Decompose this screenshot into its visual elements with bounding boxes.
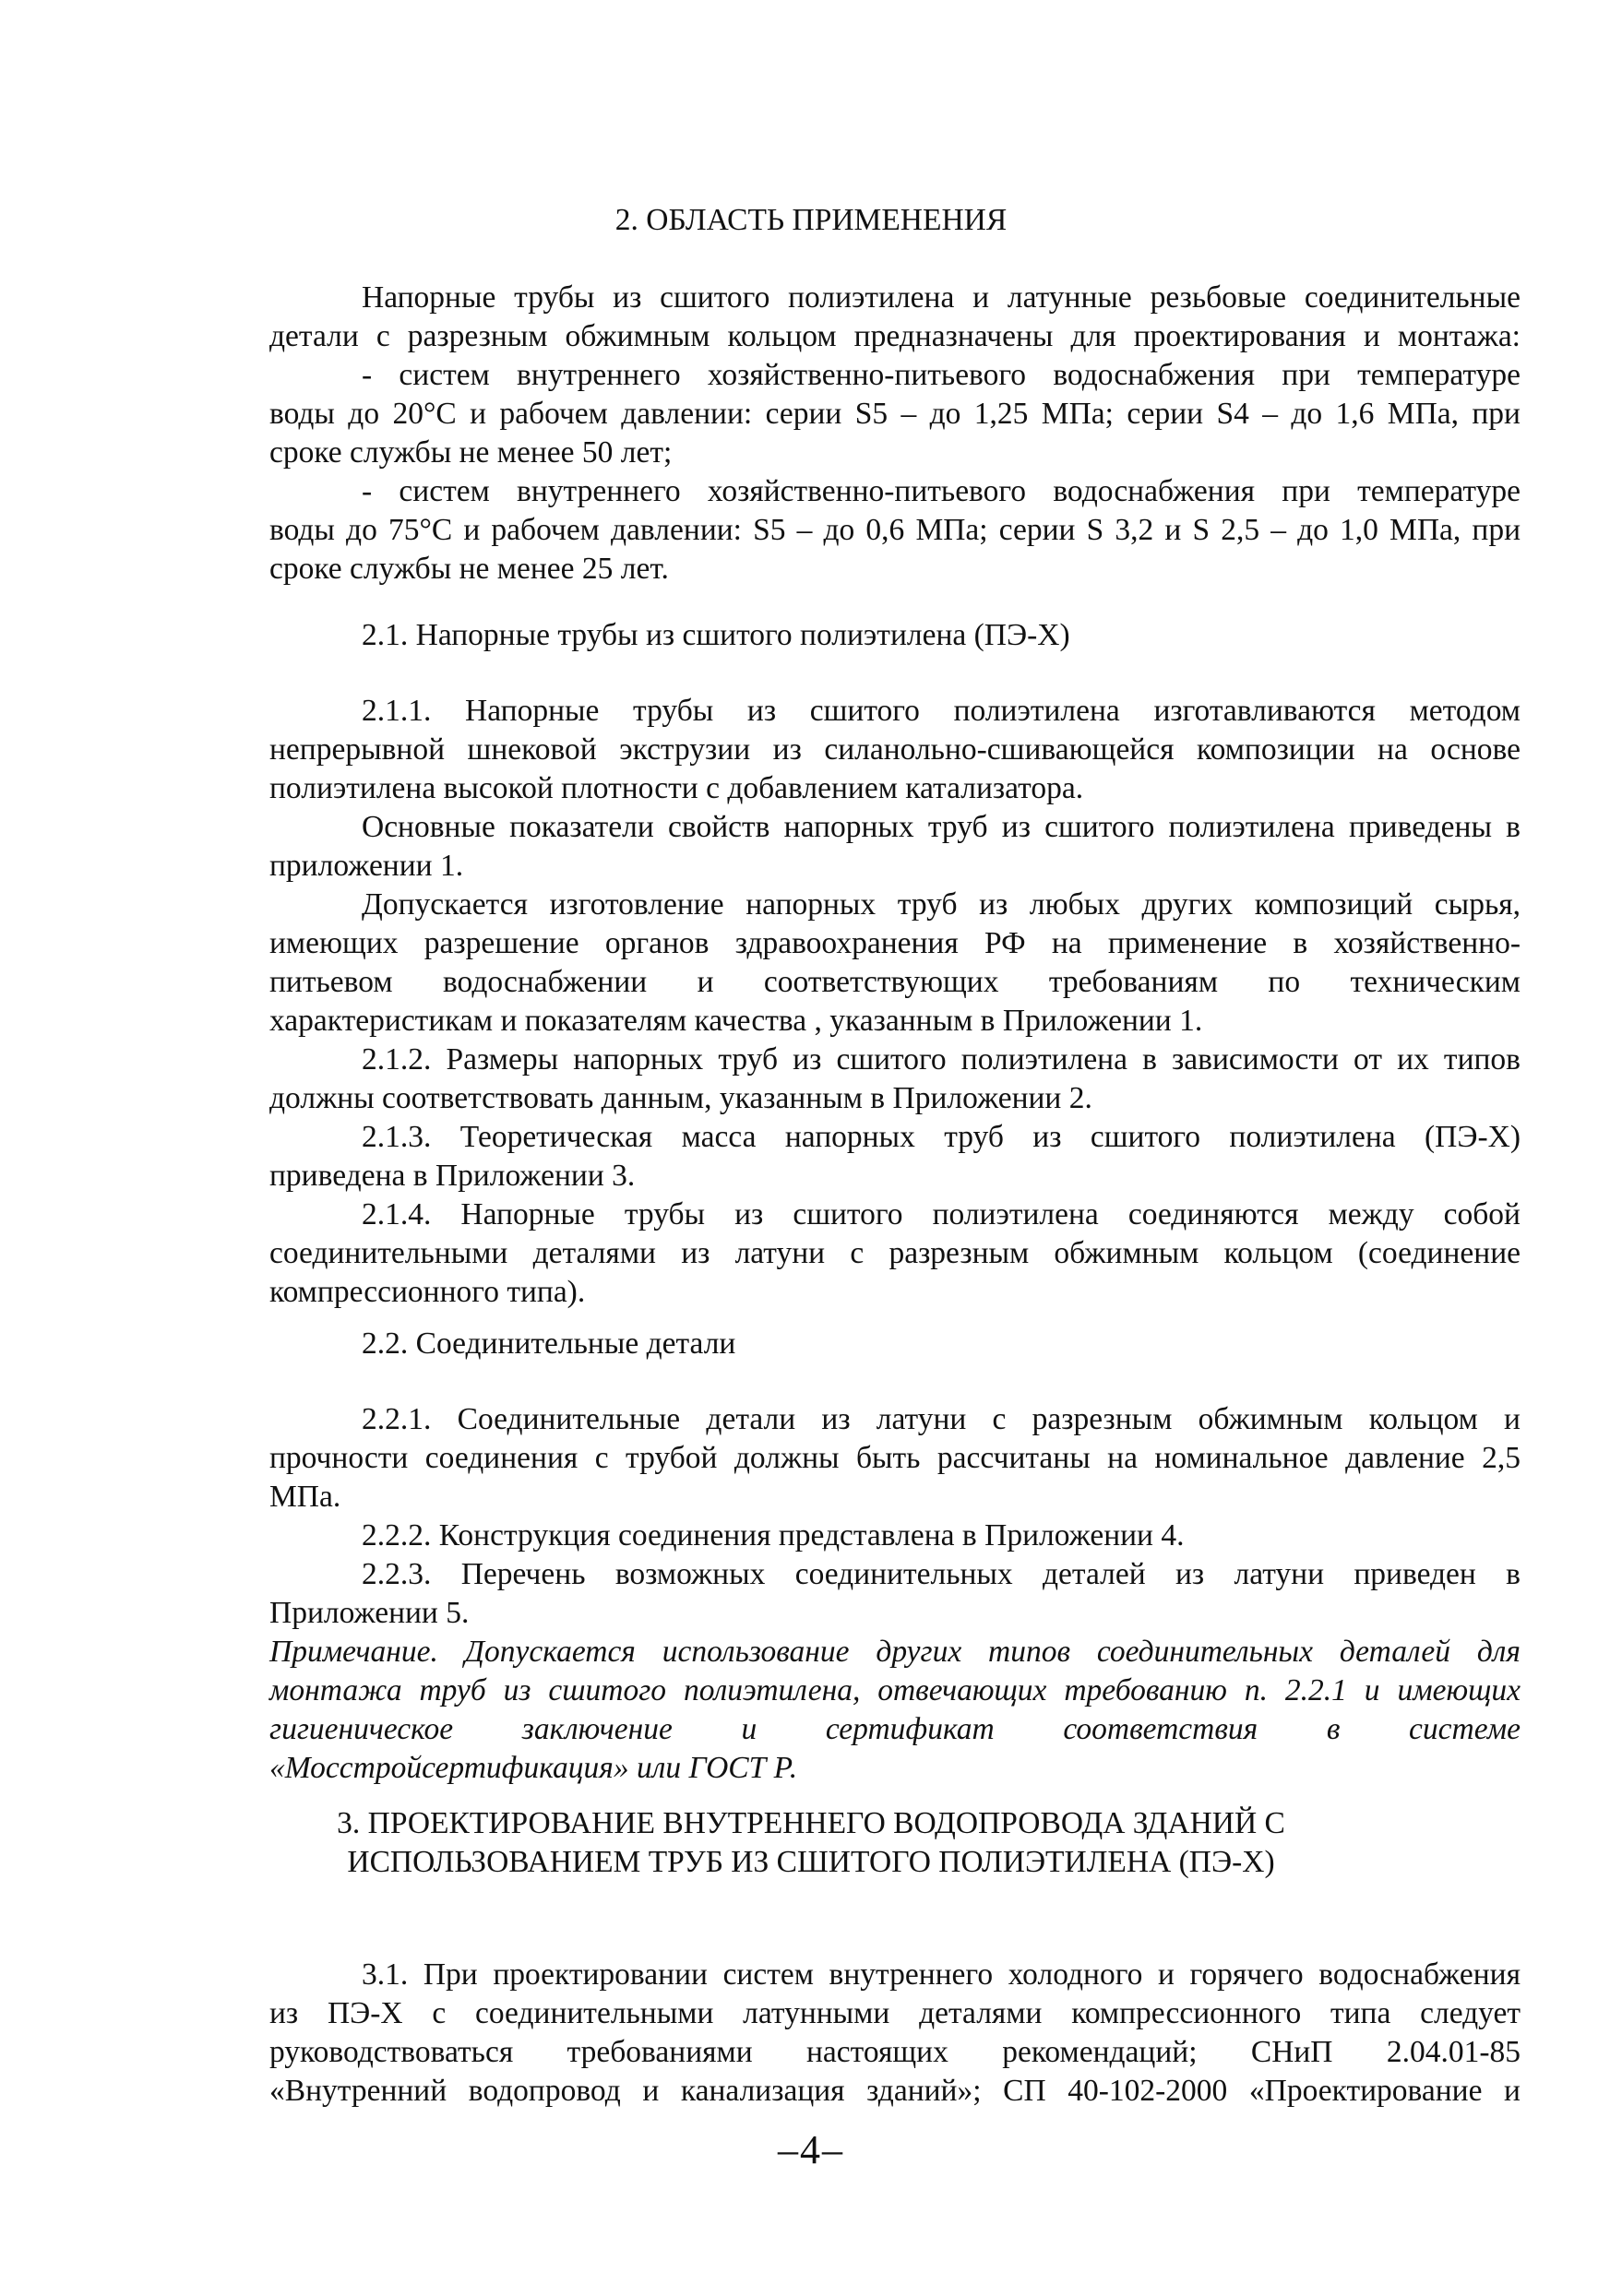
intro-line-1: Напорные трубы из сшитого полиэтилена и латунные резьбовые соединительные	[362, 280, 1521, 315]
s21-line-7: имеющих разрешение органов здравоохранения РФ на применение в хозяйственно-	[269, 926, 1521, 960]
section-3-title-line-2: ИСПОЛЬЗОВАНИЕМ ТРУБ ИЗ СШИТОГО ПОЛИЭТИЛЕНА (ПЭ-Х)	[347, 1845, 1275, 1879]
intro-line-3: - систем внутреннего хозяйственно-питьевого водоснабжения при температуре	[362, 358, 1521, 392]
intro-line-4: воды до 20°С и рабочем давлении: серии S5 – до 1,25 МПа; серии S4 – до 1,6 МПа, при	[269, 397, 1521, 431]
s3-line-1: 3.1. При проектировании систем внутреннего холодного и горячего водоснабжения	[362, 1957, 1521, 1992]
s21-line-8: питьевом водоснабжении и соответствующих требованиям по техническим	[269, 965, 1521, 999]
section-3-title-line-1: 3. ПРОЕКТИРОВАНИЕ ВНУТРЕННЕГО ВОДОПРОВОДА ЗДАНИЙ С	[337, 1806, 1285, 1840]
s21-line-5: приложении 1.	[269, 849, 464, 883]
s3-line-4: «Внутренний водопровод и канализация зданий»; СП 40-102-2000 «Проектирование и	[269, 2074, 1521, 2108]
section-2-2-title	[269, 1325, 1521, 1363]
intro-line-8: сроке службы не менее 25 лет.	[269, 552, 669, 586]
section-2-1-heading: 2.1. Напорные трубы из сшитого полиэтилена (ПЭ-Х)	[362, 618, 1070, 652]
s22-line-1: 2.2.1. Соединительные детали из латуни с разрезным обжимным кольцом и	[362, 1402, 1521, 1436]
s21-line-13: приведена в Приложении 3.	[269, 1159, 636, 1193]
intro-line-2: детали с разрезным обжимным кольцом предназначены для проектирования и монтажа:	[269, 319, 1521, 353]
section-3-title	[0, 1804, 1622, 1882]
section-3-body	[269, 1956, 1521, 2111]
section-2-title: 2. ОБЛАСТЬ ПРИМЕНЕНИЯ	[614, 203, 1008, 237]
s22-line-5: 2.2.3. Перечень возможных соединительных деталей из латуни приведен в	[362, 1557, 1521, 1591]
s21-line-15: соединительными деталями из латуни с разрезным обжимным кольцом (соединение	[269, 1236, 1521, 1270]
s21-line-11: должны соответствовать данным, указанным в Приложении 2.	[269, 1081, 1092, 1115]
section-2-2-body	[269, 1400, 1521, 1788]
note-line-1: Примечание. Допускается использование других типов соединительных деталей для	[269, 1635, 1521, 1669]
s3-line-2: из ПЭ-Х с соединительными латунными деталями компрессионного типа следует	[269, 1996, 1521, 2030]
intro-line-5: сроке службы не менее 50 лет;	[269, 435, 673, 470]
page-number: –4–	[778, 2127, 844, 2172]
note-line-3: гигиеническое заключение и сертификат соответствия в системе	[269, 1712, 1521, 1746]
section-2-1-title	[269, 616, 1521, 655]
s21-line-6: Допускается изготовление напорных труб из любых других композиций сырья,	[362, 887, 1521, 922]
s22-line-2: прочности соединения с трубой должны быть рассчитаны на номинальное давление 2,5	[269, 1441, 1521, 1475]
s22-line-3: МПа.	[269, 1480, 341, 1514]
intro-line-6: - систем внутреннего хозяйственно-питьевого водоснабжения при температуре	[362, 474, 1521, 508]
note-line-2: монтажа труб из сшитого полиэтилена, отвечающих требованию п. 2.2.1 и имеющих	[269, 1673, 1521, 1707]
s21-line-16: компрессионного типа).	[269, 1275, 586, 1309]
s21-line-3: полиэтилена высокой плотности с добавлением катализатора.	[269, 771, 1084, 805]
note-line-4: «Мосстройсертификация» или ГОСТ Р.	[269, 1751, 798, 1785]
s21-line-4: Основные показатели свойств напорных труб из сшитого полиэтилена приведены в	[362, 810, 1521, 844]
section-2-1-body	[269, 692, 1521, 1312]
s21-line-2: непрерывной шнековой экструзии из силанольно-сшивающейся композиции на основе	[269, 732, 1521, 767]
s21-line-1: 2.1.1. Напорные трубы из сшитого полиэтилена изготавливаются методом	[362, 694, 1521, 728]
s3-line-3: руководствоваться требованиями настоящих рекомендаций; СНиП 2.04.01-85	[269, 2035, 1521, 2069]
s21-line-10: 2.1.2. Размеры напорных труб из сшитого полиэтилена в зависимости от их типов	[362, 1042, 1521, 1077]
intro-line-7: воды до 75°С и рабочем давлении: S5 – до 0,6 МПа; серии S 3,2 и S 2,5 – до 1,0 МПа, при	[269, 513, 1521, 547]
section-2-intro	[269, 279, 1521, 589]
s21-line-12: 2.1.3. Теоретическая масса напорных труб из сшитого полиэтилена (ПЭ-Х)	[362, 1120, 1521, 1154]
section-2-2-heading: 2.2. Соединительные детали	[362, 1326, 736, 1361]
s21-line-9: характеристикам и показателям качества , указанным в Приложении 1.	[269, 1004, 1203, 1038]
s22-line-4: 2.2.2. Конструкция соединения представлена в Приложении 4.	[362, 1518, 1185, 1552]
s22-line-6: Приложении 5.	[269, 1596, 470, 1630]
s21-line-14: 2.1.4. Напорные трубы из сшитого полиэтилена соединяются между собой	[362, 1197, 1521, 1231]
